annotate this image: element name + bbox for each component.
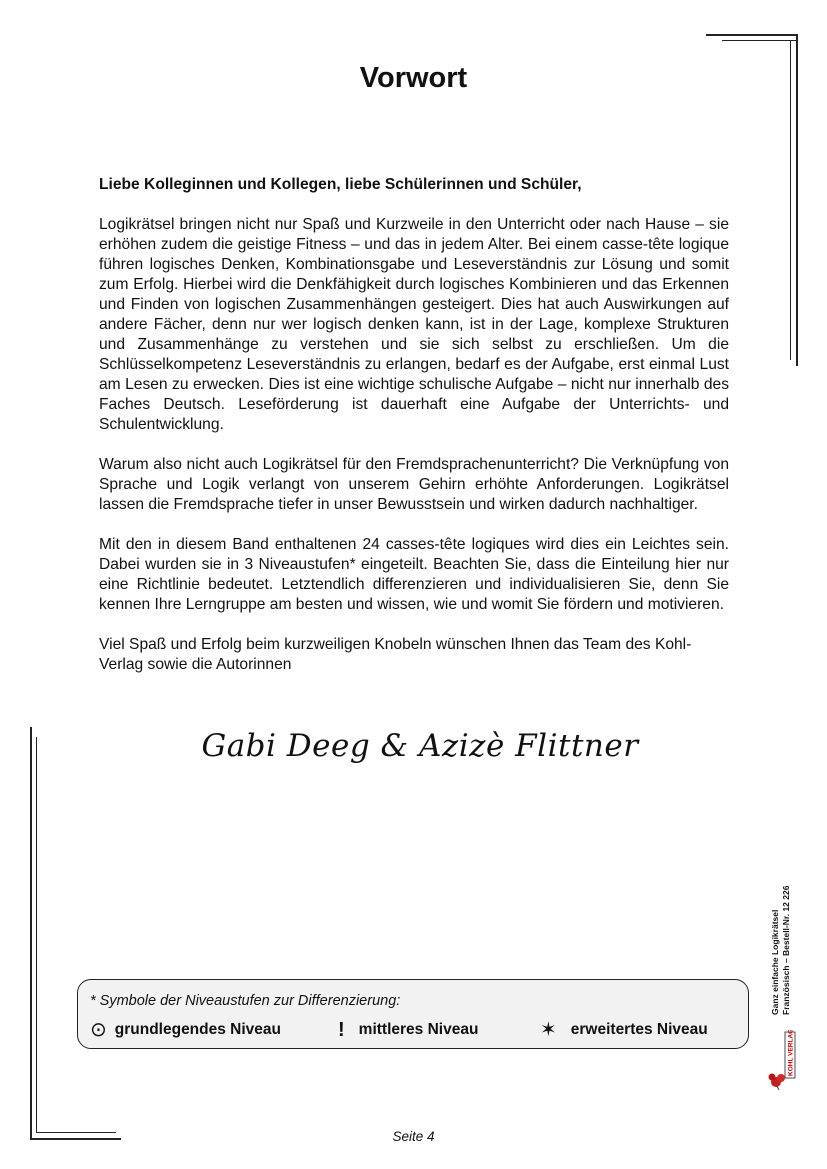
sidebar-line-1: Ganz einfache Logikrätsel [770, 909, 780, 1015]
page-number: Seite 4 [392, 1129, 435, 1144]
frame-line-left-inner [36, 737, 37, 1133]
legend-label-basic: grundlegendes Niveau [114, 1021, 281, 1038]
circle-dot-icon: ⊙ [90, 1019, 107, 1041]
legend-item-medium [338, 1020, 478, 1040]
publisher-logo [768, 1030, 798, 1090]
body-text [99, 175, 729, 695]
sidebar-product-info [770, 845, 792, 1015]
frame-line-top-right [706, 34, 796, 36]
publisher-logo-icon [768, 1030, 798, 1090]
paragraph-1: Logikrätsel bringen nicht nur Spaß und Kurzweile in den Unterricht oder nach Hause – sie erhöhen zudem die geistige Fitness – und das in jedem Alter. Bei einem casse-tête logique führen logisches Denken, Kombinationsgabe und Leseverständnis zur Lösung und somit zum Erfolg. Hierbei wird die Denkfähigkeit durch logisches Kombinieren und das Erkennen und Finden von logischen Zusammenhängen gesteigert. Dies hat auch Auswirkungen auf andere Fächer, denn nur wer logisch denken kann, ist in der Lage, komplexe Strukturen und Zusammenhänge zu verstehen und sie sich selbst zu erschließen. Um die Schlüsselkompetenz Leseverständnis zu erlangen, bedarf es der Aufgabe, erst einmal Lust am Lesen zu erwecken. Dies ist eine wichtige schulische Aufgabe – nicht nur innerhalb des Faches Deutsch. Leseförderung ist dauerhaft eine Aufgabe der Unterrichts- und Schulentwicklung. [99, 216, 729, 433]
paragraph-3: Mit den in diesem Band enthaltenen 24 casses-tête logiques wird dies ein Leichtes sein. Dabei wurden sie in 3 Niveaustufen* eingeteilt. Beachten Sie, dass die Einteilung hier nur eine Richtlinie bedeutet. Letztendlich differenzieren und individualisieren Sie, denn Sie kennen Ihre Lerngruppe am besten und wissen, wie und womit Sie fördern und motivieren. [99, 536, 729, 613]
paragraph-2: Warum also nicht auch Logikrätsel für den Fremdsprachenunterricht? Die Verknüpfung von Sprache und Logik verlangt von unserem Gehirn erhöhte Anforderungen. Logikrätsel lassen die Fremdsprache tiefer in unser Bewusstsein und wirken dadurch nachhaltiger. [99, 456, 729, 513]
author-signature: Gabi Deeg & Azizè Flittner [201, 728, 639, 764]
legend-label-medium: mittleres Niveau [358, 1021, 479, 1038]
legend-note: * Symbole der Niveaustufen zur Differenzierung: [90, 993, 401, 1009]
legend-label-advanced: erweitertes Niveau [570, 1021, 708, 1038]
star-icon: ✶ [540, 1019, 557, 1041]
page-title: Vorwort [359, 62, 468, 94]
logo-text: KOHL VERLAG [787, 1030, 795, 1076]
level-legend-box [77, 979, 749, 1049]
sidebar-line-2: Französisch – Bestell-Nr. 12 226 [781, 885, 791, 1015]
frame-line-top-right-inner [722, 40, 796, 41]
paragraph-4: Viel Spaß und Erfolg beim kurzweiligen Knobeln wünschen Ihnen das Team des Kohl-Verlag sowie die Autorinnen [99, 636, 692, 673]
frame-line-left [30, 727, 32, 1139]
exclamation-icon: ! [338, 1019, 345, 1041]
legend-item-advanced [540, 1020, 708, 1040]
legend-item-basic [90, 1020, 281, 1040]
salutation: Liebe Kolleginnen und Kollegen, liebe Schülerinnen und Schüler, [99, 176, 582, 193]
